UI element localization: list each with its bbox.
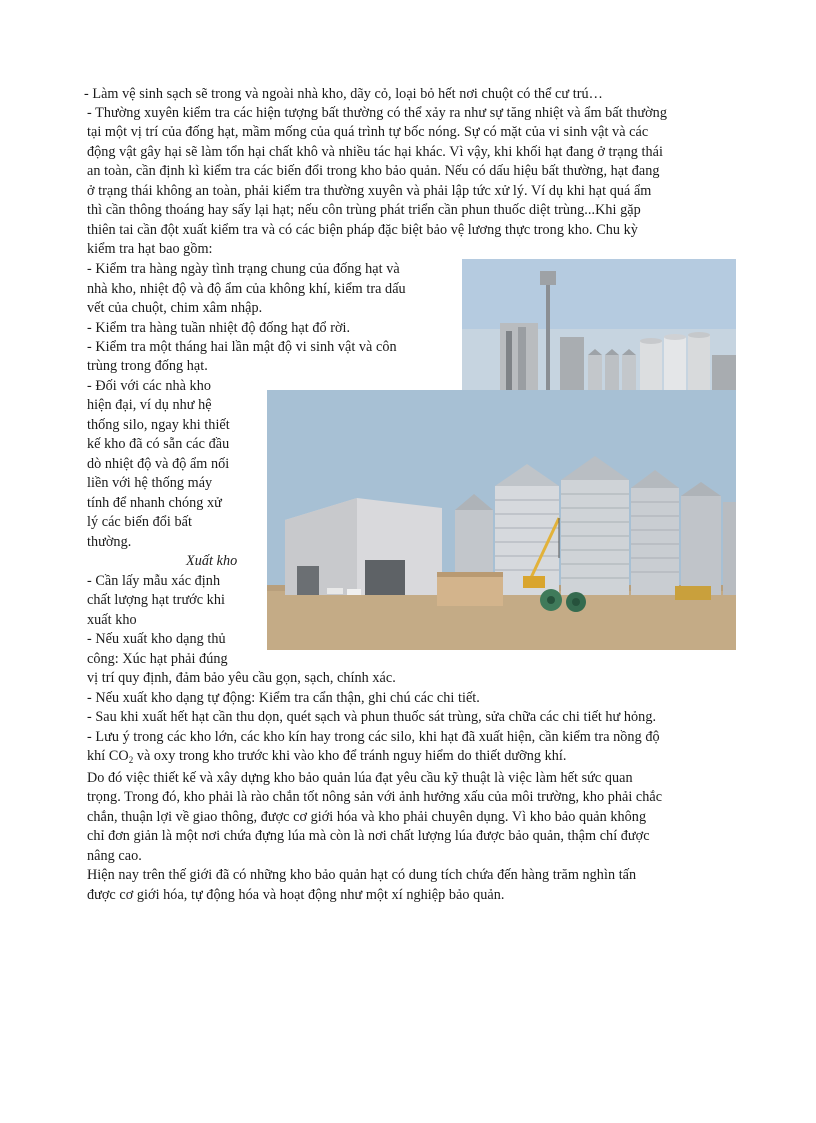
export-line: - Lưu ý trong các kho lớn, các kho kín hay trong các silo, khi hạt đã xuất hiện, cần kiểm tra nồng độ — [87, 729, 660, 745]
modern-line: hiện đại, ví dụ như hệ — [87, 397, 212, 413]
steel-silos-illustration — [267, 390, 736, 650]
modern-line: thống silo, ngay khi thiết — [87, 417, 230, 433]
check-line: nhà kho, nhiệt độ và độ ẩm của không khí, kiểm tra dấu — [87, 281, 406, 297]
intro-line: kiểm tra hạt bao gồm: — [87, 241, 213, 257]
check-line: trùng trong đống hạt. — [87, 358, 208, 374]
intro-line: - Thường xuyên kiểm tra các hiện tượng bất thường có thể xảy ra như sự tăng nhiệt và ẩm bất thường — [87, 105, 667, 121]
co2-line — [87, 747, 567, 770]
co2-subscript: 2 — [128, 755, 134, 765]
conclusion-line: Do đó việc thiết kế và xây dựng kho bảo quản lúa đạt yêu cầu kỹ thuật là việc làm hết sức quan — [87, 770, 633, 786]
export-side-line: xuất kho — [87, 612, 137, 628]
co2-prefix: khí CO — [87, 748, 129, 764]
intro-line: - Làm vệ sinh sạch sẽ trong và ngoài nhà kho, dãy cỏ, loại bỏ hết nơi chuột có thể cư trú… — [84, 86, 603, 102]
check-line: - Kiểm tra hàng ngày tình trạng chung của đống hạt và — [87, 261, 400, 277]
intro-line: thiên tai cần đột xuất kiểm tra và có các biện pháp đặc biệt bảo vệ lương thực trong kho. Chu kỳ — [87, 222, 638, 238]
conclusion-line: trọng. Trong đó, kho phải là rào chắn tốt nông sản với ảnh hưởng xấu của môi trường, kho phải chắc — [87, 789, 663, 805]
steel-silos-photo — [267, 390, 736, 650]
grain-silos-photo — [462, 259, 736, 391]
export-line: - Sau khi xuất hết hạt cần thu dọn, quét sạch và phun thuốc sát trùng, sửa chữa các chi tiết hư hỏng. — [87, 709, 657, 725]
check-line: - Kiểm tra một tháng hai lần mật độ vi sinh vật và côn — [87, 339, 397, 355]
modern-line: thường. — [87, 534, 132, 550]
conclusion-line: chắn, thuận lợi về giao thông, được cơ giới hóa và kho phải chuyên dụng. Vì kho bảo quản không — [87, 809, 647, 825]
intro-line: động vật gây hại sẽ làm tổn hại chất khô và nhiều tác hại khác. Vì vậy, khi khối hạt đang ở trạng thái — [87, 144, 664, 160]
co2-suffix: và oxy trong kho trước khi vào kho để tránh nguy hiểm do thiết dưỡng khí. — [133, 748, 567, 764]
export-heading: Xuất kho — [186, 553, 238, 569]
intro-line: tại một vị trí của đống hạt, mầm mống của quá trình tự bốc nóng. Sự có mặt của vi sinh vật và các — [87, 124, 649, 140]
modern-line: kế kho đã có sẵn các đầu — [87, 436, 230, 452]
modern-line: liền với hệ thống máy — [87, 475, 213, 491]
check-line: vết của chuột, chim xâm nhập. — [87, 300, 263, 316]
modern-line: dò nhiệt độ và độ ẩm nối — [87, 456, 230, 472]
export-side-line: công: Xúc hạt phải đúng — [87, 651, 228, 667]
export-side-line: - Cần lấy mẫu xác định — [87, 573, 221, 589]
grain-silos-illustration — [462, 259, 736, 391]
export-side-line: - Nếu xuất kho dạng thủ — [87, 631, 226, 647]
intro-line: an toàn, cần định kì kiểm tra các biến đổi trong kho bảo quản. Nếu có dấu hiệu bất thường, hạt đang — [87, 163, 660, 179]
modern-line: tính để nhanh chóng xử — [87, 495, 222, 511]
conclusion-line: chỉ đơn giản là một nơi chứa đựng lúa mà còn là nơi chất lượng lúa được bảo quản, thậm chí được — [87, 828, 650, 844]
export-line: vị trí quy định, đảm bảo yêu cầu gọn, sạch, chính xác. — [87, 670, 396, 686]
export-side-line: chất lượng hạt trước khi — [87, 592, 225, 608]
intro-line: thì cần thông thoáng hay sấy lại hạt; nếu côn trùng phát triển cần phun thuốc diệt trùng...Khi gặp — [87, 202, 641, 218]
check-line: - Kiểm tra hàng tuần nhiệt độ đống hạt đổ rời. — [87, 320, 351, 336]
conclusion-line: nâng cao. — [87, 848, 142, 864]
intro-line: ở trạng thái không an toàn, phải kiểm tra thường xuyên và phải lập tức xử lý. Ví dụ khi hạt quá ẩm — [87, 183, 652, 199]
modern-line: - Đối với các nhà kho — [87, 378, 211, 394]
export-line: - Nếu xuất kho dạng tự động: Kiểm tra cẩn thận, ghi chú các chi tiết. — [87, 690, 480, 706]
modern-line: lý các biến đổi bất — [87, 514, 192, 530]
conclusion-line: được cơ giới hóa, tự động hóa và hoạt động như một xí nghiệp bảo quản. — [87, 887, 505, 903]
conclusion-line: Hiện nay trên thế giới đã có những kho bảo quản hạt có dung tích chứa đến hàng trăm nghìn tấn — [87, 867, 637, 883]
